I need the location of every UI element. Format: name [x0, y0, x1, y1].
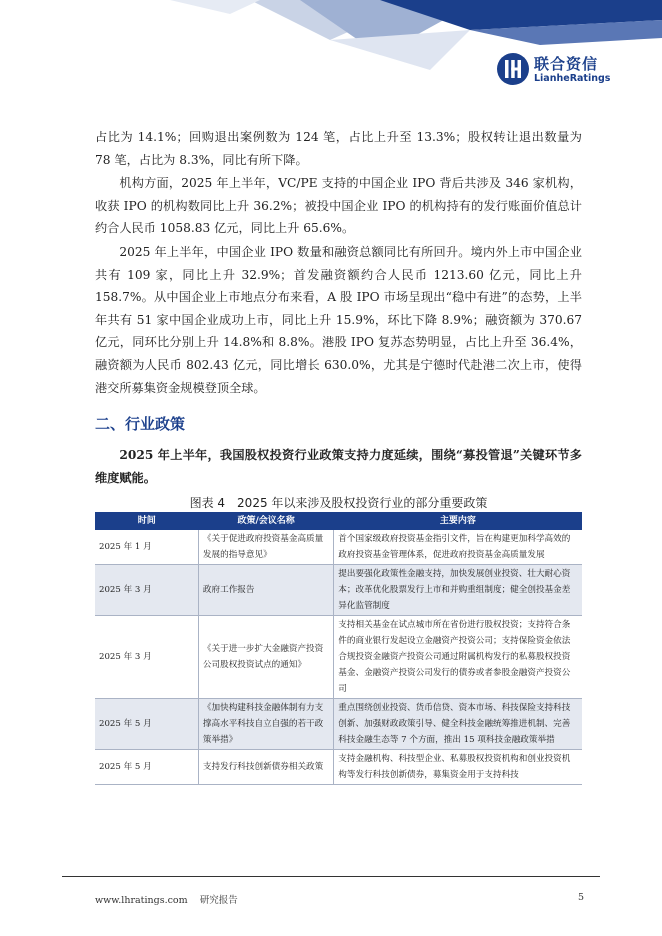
row-policy-name: 《关于进一步扩大金融资产投资公司股权投资试点的通知》 — [198, 616, 333, 699]
table-header-row — [95, 512, 582, 530]
row-description: 支持相关基金在试点城市所在省份进行股权投资；支持符合条件的商业银行发起设立金融资产投资公司；支持保险资金依法合规投资金融资产投资公司通过附属机构发行的私募股权投资基金、金融资产投资公司发行的债券或者参股金融资产投资公司 — [334, 616, 582, 699]
footer-left — [95, 892, 238, 906]
row-time: 2025 年 5 月 — [95, 750, 198, 785]
column-header-time: 时间 — [95, 512, 198, 530]
column-header-name: 政策/会议名称 — [198, 512, 333, 530]
report-body — [95, 126, 582, 490]
policy-table — [95, 512, 582, 785]
row-description: 提出要强化政策性金融支持，加快发展创业投资、壮大耐心资本；改革优化股票发行上市和并购重组制度；健全创投基金差异化监管制度 — [334, 565, 582, 616]
table-row — [95, 699, 582, 750]
logo-chinese-name: 联合资信 — [534, 55, 599, 73]
lianhe-logo-icon — [496, 52, 530, 86]
section-title-policy: 二、行业政策 — [95, 415, 186, 434]
row-policy-name: 支持发行科技创新债券相关政策 — [198, 750, 333, 785]
row-time: 2025 年 5 月 — [95, 699, 198, 750]
figure-title: 图表 4 2025 年以来涉及股权投资行业的部分重要政策 — [189, 496, 488, 510]
column-header-desc: 主要内容 — [334, 512, 582, 530]
row-time: 2025 年 3 月 — [95, 565, 198, 616]
row-description: 支持金融机构、科技型企业、私募股权投资机构和创业投资机构等发行科技创新债券，募集资金用于支持科技 — [334, 750, 582, 785]
paragraph-institutions: 机构方面，2025 年上半年，VC/PE 支持的中国企业 IPO 背后共涉及 346 家机构，收获 IPO 的机构数同比上升 36.2%；被投中国企业 IPO 的机构持有的发行账面价值总计约合人民币 1058.83 亿元，同比上升 65.6%。 — [95, 176, 582, 236]
row-description: 重点围绕创业投资、货币信贷、资本市场、科技保险支持科技创新、加强财政政策引导、健全科技金融统筹推进机制、完善科技金融生态等 7 个方面，推出 15 项科技金融政策举措 — [334, 699, 582, 750]
footer-website-link[interactable]: www.lhratings.com — [95, 895, 188, 906]
footer-label: 研究报告 — [199, 895, 238, 906]
table-row — [95, 565, 582, 616]
paragraph-ipo-market: 2025 年上半年，中国企业 IPO 数量和融资总额同比有所回升。境内外上市中国企业共有 109 家，同比上升 32.9%；首发融资额约合人民币 1213.60 亿元，同比上升 158.7%。从中国企业上市地点分布来看，A 股 IPO 市场呈现出“稳中有进”的态势，上半年共有 51 家中国企业成功上市，同比上升 15.9%，环比下降 8.9%；融资额为 370.67 亿元，同环比分别上升 14.8%和 8.8%。港股 IPO 复苏态势明显，占比上升至 36.4%，融资额为人民币 802.43 亿元，同比增长 630.0%，尤其是宁德时代赴港二次上市，使得港交所募集资金规模登顶全球。 — [95, 244, 582, 395]
row-time: 2025 年 1 月 — [95, 530, 198, 565]
footer-divider — [62, 876, 600, 877]
row-time: 2025 年 3 月 — [95, 616, 198, 699]
page-number: 5 — [578, 892, 585, 903]
row-description: 首个国家级政府投资基金指引文件，旨在构建更加科学高效的政府投资基金管理体系，促进政府投资基金高质量发展 — [334, 530, 582, 565]
table-row — [95, 750, 582, 785]
row-policy-name: 《加快构建科技金融体制有力支撑高水平科技自立自强的若干政策举措》 — [198, 699, 333, 750]
row-policy-name: 《关于促进政府投资基金高质量发展的指导意见》 — [198, 530, 333, 565]
row-policy-name: 政府工作报告 — [198, 565, 333, 616]
table-row — [95, 530, 582, 565]
paragraph-policy-summary: 2025 年上半年，我国股权投资行业政策支持力度延续，围绕“募投管退”关键环节多维度赋能。 — [95, 448, 582, 485]
logo-english-name: LianheRatings — [534, 73, 611, 84]
brand-logo — [496, 52, 614, 88]
table-row — [95, 616, 582, 699]
paragraph-exit-stats: 占比为 14.1%；回购退出案例数为 124 笔，占比上升至 13.3%；股权转让退出数量为 78 笔，占比为 8.3%，同比有所下降。 — [95, 130, 582, 167]
